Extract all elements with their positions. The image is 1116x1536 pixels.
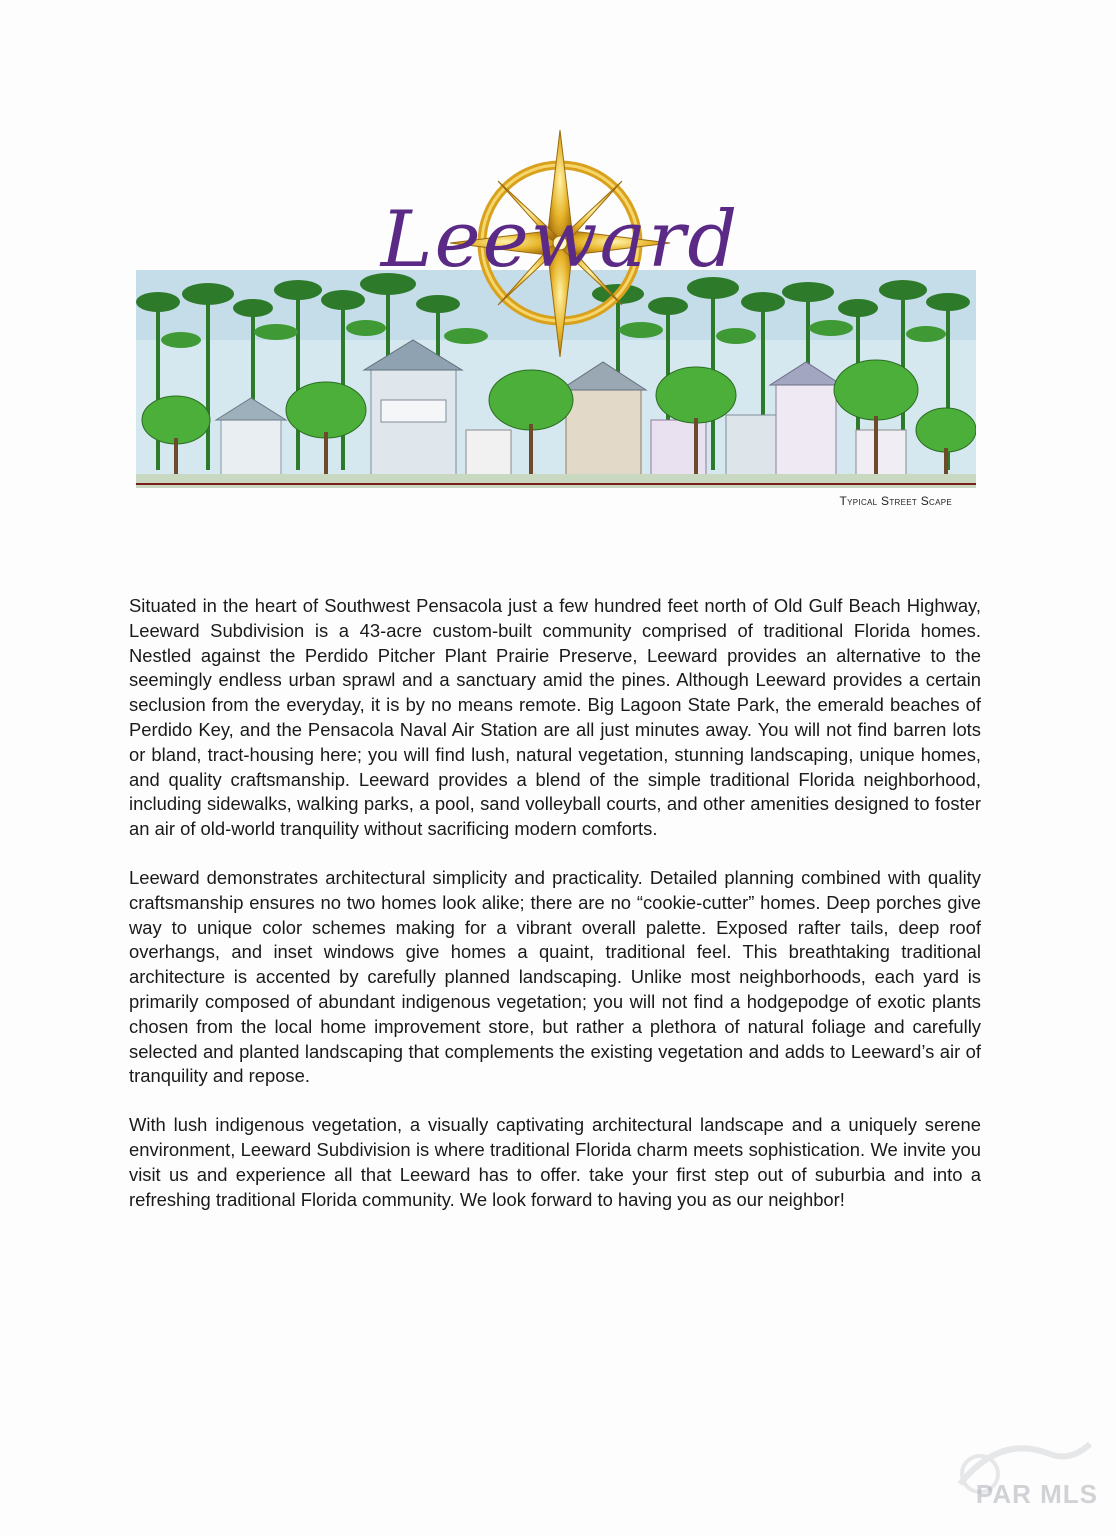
mls-watermark-text: PAR MLS xyxy=(975,1479,1098,1509)
leeward-logo xyxy=(380,125,740,365)
paragraph-invitation: With lush indigenous vegetation, a visually captivating architectural landscape and a uniquely serene environment, Leeward Subdivision is where traditional Florida charm meets sophistication. We invite you visit us and experience all that Leeward has to offer. take your first step out of suburbia and into a refreshing traditional Florida community. We look forward to having you as our neighbor! xyxy=(129,1114,981,1210)
paragraph-architecture: Leeward demonstrates architectural simplicity and practicality. Detailed planning combined with quality craftsmanship ensures no two homes look alike; there are no “cookie-cutter” homes. Deep porches give way to unique color schemes making for a vibrant overall palette. Exposed rafter tails, deep roof overhangs, and inset windows give homes a quaint, traditional feel. This breathtaking traditional architecture is accented by carefully planned landscaping. Unlike most neighborhoods, each yard is primarily composed of abundant indigenous vegetation; you will not find a hodgepodge of exotic plants chosen from the local home improvement store, but rather a plethora of natural foliage and carefully selected and planted landscaping that complements the existing vegetation and adds to Leeward’s air of tranquility and repose. xyxy=(129,866,981,1087)
paragraph-intro: Situated in the heart of Southwest Pensacola just a few hundred feet north of Old Gulf Beach Highway, Leeward Subdivision is a 43-acre custom-built community comprised of traditional Florida homes. Nestled against the Perdido Pitcher Plant Prairie Preserve, Leeward provides an alternative to the seemingly endless urban sprawl and a sanctuary amid the pines. Although Leeward provides a certain seclusion from the everyday, it is by no means remote. Big Lagoon State Park, the emerald beaches of Perdido Key, and the Pensacola Naval Air Station are all just minutes away. You will not find barren lots or bland, tract-housing here; you will find lush, natural vegetation, stunning landscaping, unique homes, and quality craftsmanship. Leeward provides a blend of the simple traditional Florida neighborhood, including sidewalks, walking parks, a pool, sand volleyball courts, and other amenities designed to foster an air of old-world tranquility without sacrificing modern comforts. xyxy=(129,595,981,840)
body-copy xyxy=(129,594,981,1236)
logo-wordmark: Leeward xyxy=(380,195,740,285)
illustration-caption: Typical Street Scape xyxy=(839,494,952,508)
